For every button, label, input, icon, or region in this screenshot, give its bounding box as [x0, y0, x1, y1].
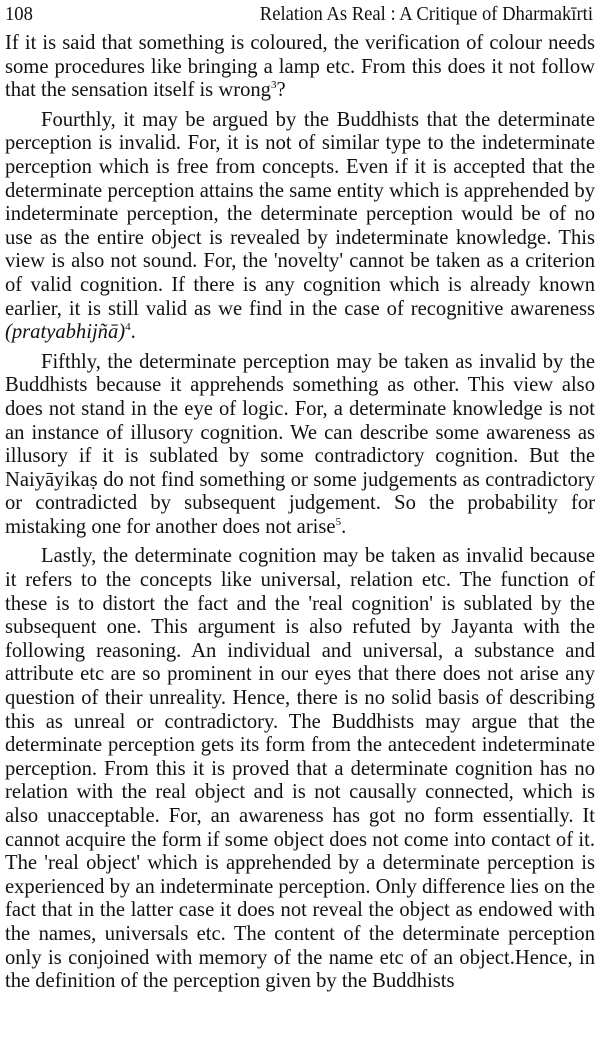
italic-term: (pratyabhijñā): [5, 321, 126, 344]
body-text: [5, 32, 595, 994]
footnote-ref: 4: [125, 321, 131, 334]
paragraph-3: [5, 351, 595, 540]
paragraph-text: If it is said that something is coloured, the verification of colour needs some procedures like bringing a lamp etc. From this does it not follow that the sensation itself is wrong: [5, 32, 595, 102]
paragraph-4: [5, 545, 595, 993]
footnote-ref: 3: [270, 79, 277, 92]
running-head: [5, 0, 595, 30]
paragraph-1: [5, 32, 595, 103]
running-title: Relation As Real : A Critique of Dharmakīrti: [259, 3, 593, 25]
paragraph-text: Lastly, the determinate cognition may be taken as invalid because it refers to the concepts like universal, relation etc. The function of these is to distort the fact and the 'real cognition' is sublated by the subsequent one. This argument is also refuted by Jayanta with the following reasoning. An individual and universal, a substance and attribute etc are so prominent in our eyes that there does not arise any question of their unreality. Hence, there is no solid basis of describing this as unreal or contradictory. The Buddhists may argue that the determinate perception gets its form from the antecedent indeterminate perception. From this it is proved that a determinate cognition has no relation with the real object and is not causally connected, which is also unacceptable. For, an awareness has got no form essentially. It cannot acquire the form if some object does not come into contact of it. The 'real object' which is apprehended by a determinate perception is experienced by an indeterminate perception. Only difference lies on the fact that in the latter case it does not reveal the object as endowed with the names, universals etc. The content of the determinate perception only is conjoined with memory of the name etc of an object.Hence, in the definition of the perception given by the Buddhists: [5, 545, 595, 993]
paragraph-tail: .: [130, 321, 136, 344]
paragraph-text: Fifthly, the determinate perception may be taken as invalid by the Buddhists because it apprehends something as other. This view also does not stand in the eye of logic. For, a determinate knowledge is not an instance of illusory cognition. We can describe some awareness as illusory if it is sublated by some contradictory cognition. But the Naiyāyikaṣ do not find something or some judgements as contradictory or contradicted by subsequent judgement. So the probability for mistaking one for another does not arise: [5, 350, 595, 538]
footnote-ref: 5: [335, 516, 342, 529]
page-number: 108: [5, 3, 33, 25]
paragraph-tail: ?: [276, 79, 286, 102]
paragraph-2: [5, 109, 595, 345]
paragraph-text: Fourthly, it may be argued by the Buddhists that the determinate perception is invalid. For, it is not of similar type to the indeterminate perception which is free from concepts. Even if it is accepted that the determinate perception attains the same entity which is apprehended by indeterminate perception, the determinate perception would be of no use as the entire object is revealed by indeterminate knowledge. This view is also not sound. For, the 'novelty' cannot be taken as a criterion of valid cognition. If there is any cognition which is already known earlier, it is still valid as we find in the case of recognitive awareness: [5, 108, 595, 320]
paragraph-tail: .: [341, 515, 347, 538]
